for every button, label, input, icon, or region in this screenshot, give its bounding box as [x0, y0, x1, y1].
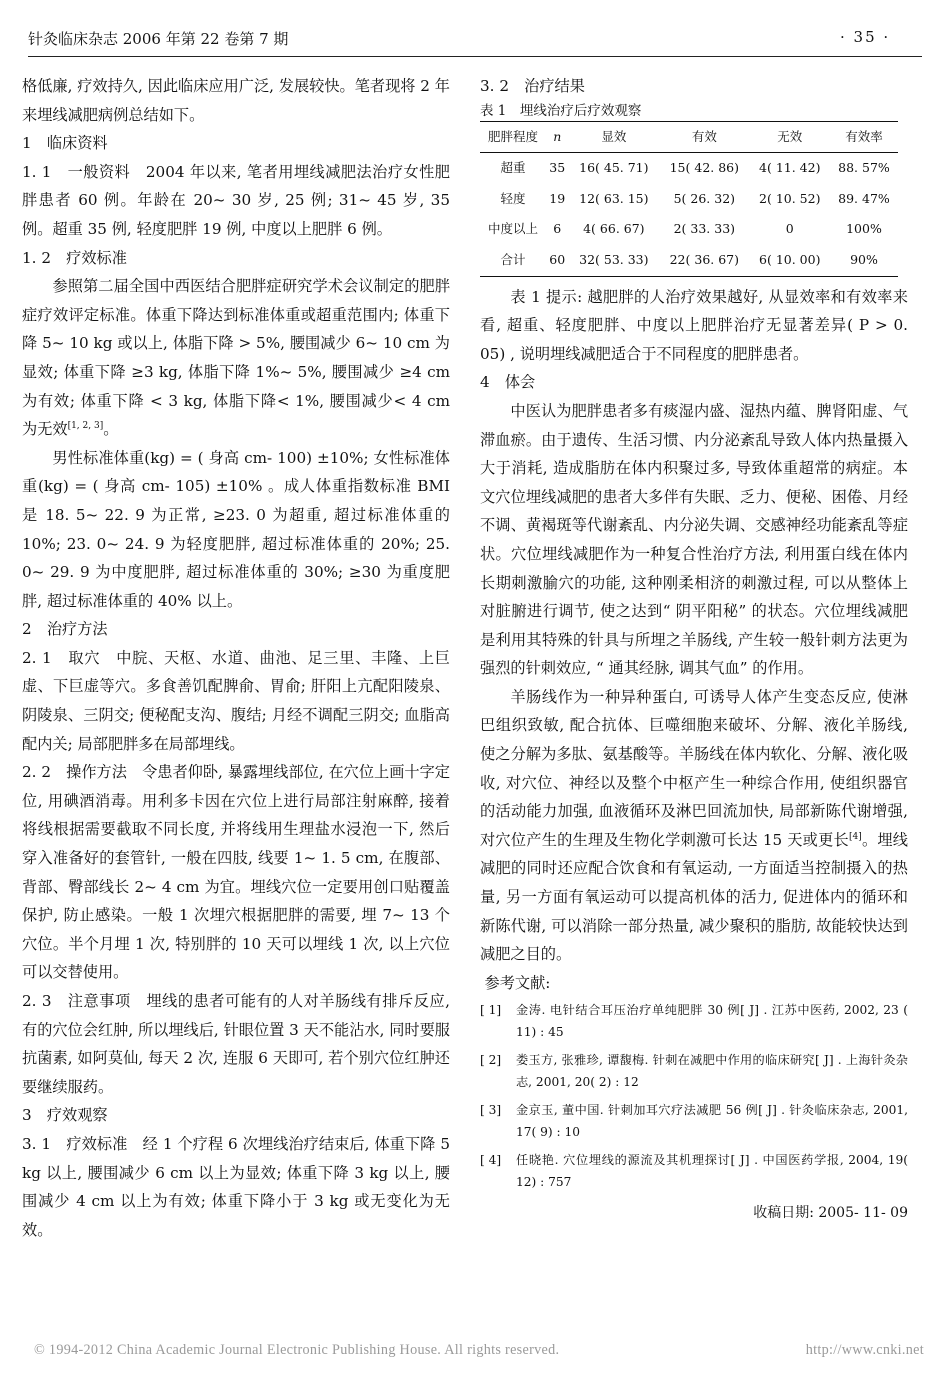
intro-paragraph: 格低廉, 疗效持久, 因此临床应用广泛, 发展较快。笔者现将 2 年来埋线减肥病例总结如下。	[22, 77, 450, 124]
paragraph-1-1: 1. 1 一般资料 2004 年以来, 笔者用埋线减肥法治疗女性肥胖患者 60 例。年龄在 20~ 30 岁, 25 例; 31~ 45 岁, 35 例。超重 35 例, 轻度肥胖 19 例, 中度以上肥胖 6 例。	[22, 162, 450, 238]
table-cell: 90%	[830, 245, 898, 276]
table-cell: 60	[546, 245, 569, 276]
reference-number: [ 2]	[480, 1053, 502, 1068]
paragraph-discussion-1: 中医认为肥胖患者多有痰湿内盛、湿热内蕴、脾肾阳虚、气滞血瘀。由于遗传、生活习惯、内分泌紊乱导致人体内热量摄入大于消耗, 造成脂肪在体内积聚过多, 导致体重超常的病症。本文穴位埋线减肥的患者大多伴有失眠、乏力、便秘、困倦、月经不调、黄褐斑等代谢紊乱、内分泌失调、交感神经功能紊乱等症状。穴位埋线减肥作为一种复合性治疗方法, 利用蛋白线在体内长期刺激腧穴的功能, 这种刚柔相济的刺激过程, 可以从整体上对脏腑进行调节, 使之达到“ 阴平阳秘” 的状态。穴位埋线减肥是利用其特殊的针具与所埋之羊肠线, 产生较一般针刺方法更为强烈的针刺效应, “ 通其经脉, 调其气血” 的作用。	[480, 401, 908, 678]
table-row	[480, 214, 898, 245]
col-header: 有效率	[830, 121, 898, 153]
section-heading-2: 2 治疗方法	[22, 620, 108, 639]
table-cell: 超重	[500, 160, 526, 176]
reference-text: 金涛. 电针结合耳压治疗单纯肥胖 30 例[ J] . 江苏中医药, 2002, 23 ( 11) : 45	[516, 1003, 908, 1040]
right-column	[480, 72, 908, 1228]
table-cell: 12( 63. 15)	[579, 190, 649, 206]
page-number: · 35 ·	[840, 28, 891, 46]
references-list	[480, 999, 908, 1193]
copyright-text: © 1994-2012 China Academic Journal Electronic Publishing House. All rights reserved.	[34, 1342, 560, 1358]
paragraph-criteria	[22, 272, 450, 444]
table-cell: 22( 36. 67)	[659, 245, 749, 276]
paragraph-3-1: 3. 1 疗效标准 经 1 个疗程 6 次埋线治疗结束后, 体重下降 5 kg 以上, 腰围减少 6 cm 以上为显效; 体重下降 3 kg 以上, 腰围减少 4 cm 以上为有效; 体重下降小于 3 kg 或无变化为无效。	[22, 1134, 450, 1239]
table-cell: 32( 53. 33)	[569, 245, 659, 276]
table-title: 表 1 埋线治疗后疗效观察	[480, 102, 642, 119]
reference-item	[480, 1099, 908, 1143]
citation-1-2-3: [1, 2, 3]	[67, 421, 104, 432]
table-cell: 5( 26. 32)	[673, 190, 736, 206]
copyright-footer	[34, 1342, 924, 1359]
table-cell: 100%	[846, 221, 882, 237]
criteria-text: 参照第二届全国中西医结合肥胖症研究学术会议制定的肥胖症疗效评定标准。体重下降达到标准体重或超重范围内; 体重下降 5~ 10 kg 或以上, 体脂下降 > 5%, 腰围减少 6~ 10 cm 为显效; 体重下降 ≥3 kg, 体脂下降 1%~ 5%, 腰围减少 ≥4 cm 为有效; 体重下降 < 3 kg, 体脂下降< 1%, 腰围减少< 4 cm 为无效	[22, 277, 450, 439]
reference-text: 娄玉方, 张雅珍, 谭馥梅. 针刺在减肥中作用的临床研究[ J] . 上海针灸杂志, 2001, 20( 2) : 12	[516, 1053, 908, 1090]
col-header: 肥胖程度	[480, 121, 546, 153]
reference-text: 金京玉, 董中国. 针刺加耳穴疗法减肥 56 例[ J] . 针灸临床杂志, 2001, 17( 9) : 10	[516, 1103, 908, 1140]
cnki-url: http://www.cnki.net	[805, 1342, 924, 1358]
table-cell: 16( 45. 71)	[579, 160, 649, 176]
reference-text: 任晓艳. 穴位埋线的源流及其机理探讨[ J] . 中国医药学报, 2004, 19( 12) : 757	[516, 1153, 908, 1190]
reference-number: [ 1]	[480, 1003, 502, 1018]
received-date: 收稿日期: 2005- 11- 09	[753, 1205, 908, 1222]
references-heading: 参考文献:	[484, 973, 551, 992]
paragraph-2-1: 2. 1 取穴 中脘、天枢、水道、曲池、足三里、丰隆、上巨虚、下巨虚等穴。多食善饥配脾俞、胃俞; 肝阳上亢配阳陵泉、阴陵泉、三阴交; 便秘配支沟、腹结; 月经不调配三阴交; 血脂高配内关; 局部肥胖多在局部埋线。	[22, 648, 450, 753]
table-row	[480, 153, 898, 184]
table-row	[480, 184, 898, 215]
section-heading-1-2: 1. 2 疗效标准	[22, 248, 127, 267]
discussion-end: 。埋线减肥的同时还应配合饮食和有氧运动, 一方面适当控制摄入的热量, 另一方面有氧运动可以提高机体的活力, 促进体内的循环和新陈代谢, 可以消除一部分热量, 减少聚积的脂肪, 故能较快达到减肥之目的。	[480, 830, 908, 964]
discussion-text: 羊肠线作为一种异种蛋白, 可诱导人体产生变态反应, 使淋巴组织致敏, 配合抗体、巨噬细胞来破坏、分解、液化羊肠线, 使之分解为多肽、氨基酸等。羊肠线在体内软化、分解、液化吸收, 对穴位、神经以及整个中枢产生一种综合作用, 使组织器官的活动能力加强, 血液循环及淋巴回流加快, 局部新陈代谢增强, 对穴位产生的生理及生物化学刺激可长达 15 天或更长	[480, 687, 908, 849]
col-header: n	[546, 121, 569, 153]
table-cell: 15( 42. 86)	[669, 160, 740, 176]
paragraph-2-3: 2. 3 注意事项 埋线的患者可能有的人对羊肠线有排斥反应, 有的穴位会红肿, 所以埋线后, 针眼位置 3 天不能沾水, 同时要服抗菌素, 如阿莫仙, 每天 2 次, 连服 6 天即可, 若个别穴位红肿还要继续服药。	[22, 992, 450, 1096]
table-cell: 89. 47%	[838, 190, 890, 206]
section-heading-4: 4 体会	[480, 373, 536, 392]
col-header: 无效	[750, 121, 830, 153]
left-column	[22, 72, 450, 1244]
reference-item	[480, 1149, 908, 1193]
reference-number: [ 3]	[480, 1103, 502, 1118]
table-cell: 中度以上	[487, 221, 538, 237]
section-heading-3-2: 3. 2 治疗结果	[480, 77, 585, 95]
table-cell: 35	[549, 160, 566, 176]
table-cell: 合计	[480, 245, 546, 276]
paragraph-standard-weight: 男性标准体重(kg) = ( 身高 cm- 100) ±10%; 女性标准体重(kg) = ( 身高 cm- 105) ±10% 。成人体重指数标准 BMI 是 18. 5~ 22. 9 为正常, ≥23. 0 为超重, 超过标准体重的 10%; 23. 0~ 24. 9 为轻度肥胖, 超过标准体重的 20%; 25. 0~ 29. 9 为中度肥胖, 超过标准体重的 30%; ≥30 为重度肥胖, 超过标准体重的 40% 以上。	[22, 448, 450, 610]
table-row-total	[480, 245, 898, 276]
col-header: 显效	[569, 121, 659, 153]
results-table	[480, 121, 898, 277]
reference-number: [ 4]	[480, 1153, 502, 1168]
paragraph-discussion-2	[480, 683, 908, 969]
header-rule	[28, 56, 922, 57]
table-cell: 6( 10. 00)	[750, 245, 830, 276]
criteria-end: 。	[103, 420, 119, 439]
col-header: 有效	[659, 121, 749, 153]
section-heading-3: 3 疗效观察	[22, 1106, 108, 1125]
table-cell: 88. 57%	[838, 160, 890, 176]
table-cell: 2( 33. 33)	[673, 221, 736, 237]
table-cell: 4( 66. 67)	[583, 221, 645, 237]
table-cell: 轻度	[500, 190, 526, 206]
table-cell: 4( 11. 42)	[759, 160, 821, 176]
table-cell: 2( 10. 52)	[759, 190, 821, 206]
citation-4: [4]	[848, 831, 862, 842]
table-cell: 0	[785, 221, 794, 237]
table-cell: 19	[549, 190, 566, 206]
reference-item	[480, 1049, 908, 1093]
table-cell: 6	[553, 221, 562, 237]
section-heading-1: 1 临床资料	[22, 134, 108, 153]
table-header-row	[480, 121, 898, 153]
journal-header: 针灸临床杂志 2006 年第 22 卷第 7 期	[28, 30, 289, 48]
paragraph-2-2: 2. 2 操作方法 令患者仰卧, 暴露埋线部位, 在穴位上画十字定位, 用碘酒消毒。用利多卡因在穴位上进行局部注射麻醉, 接着将线根据需要截取不同长度, 并将线用生理盐水浸泡一下, 然后穿入准备好的套管针, 一般在四肢, 线要 1~ 1. 5 cm, 在腹部、背部、臀部线长 2~ 4 cm 为宜。埋线穴位一定要用创口贴覆盖保护, 防止感染。一般 1 次埋穴根据肥胖的需要, 埋 7~ 13 个穴位。半个月埋 1 次, 特别胖的 10 天可以埋线 1 次, 以上穴位可以交替使用。	[22, 763, 450, 982]
reference-item	[480, 999, 908, 1043]
paragraph-table-note: 表 1 提示: 越肥胖的人治疗效果越好, 从显效率和有效率来看, 超重、轻度肥胖、中度以上肥胖治疗无显著差异( P > 0. 05) , 说明埋线减肥适合于不同程度的肥胖患者。	[480, 287, 908, 363]
